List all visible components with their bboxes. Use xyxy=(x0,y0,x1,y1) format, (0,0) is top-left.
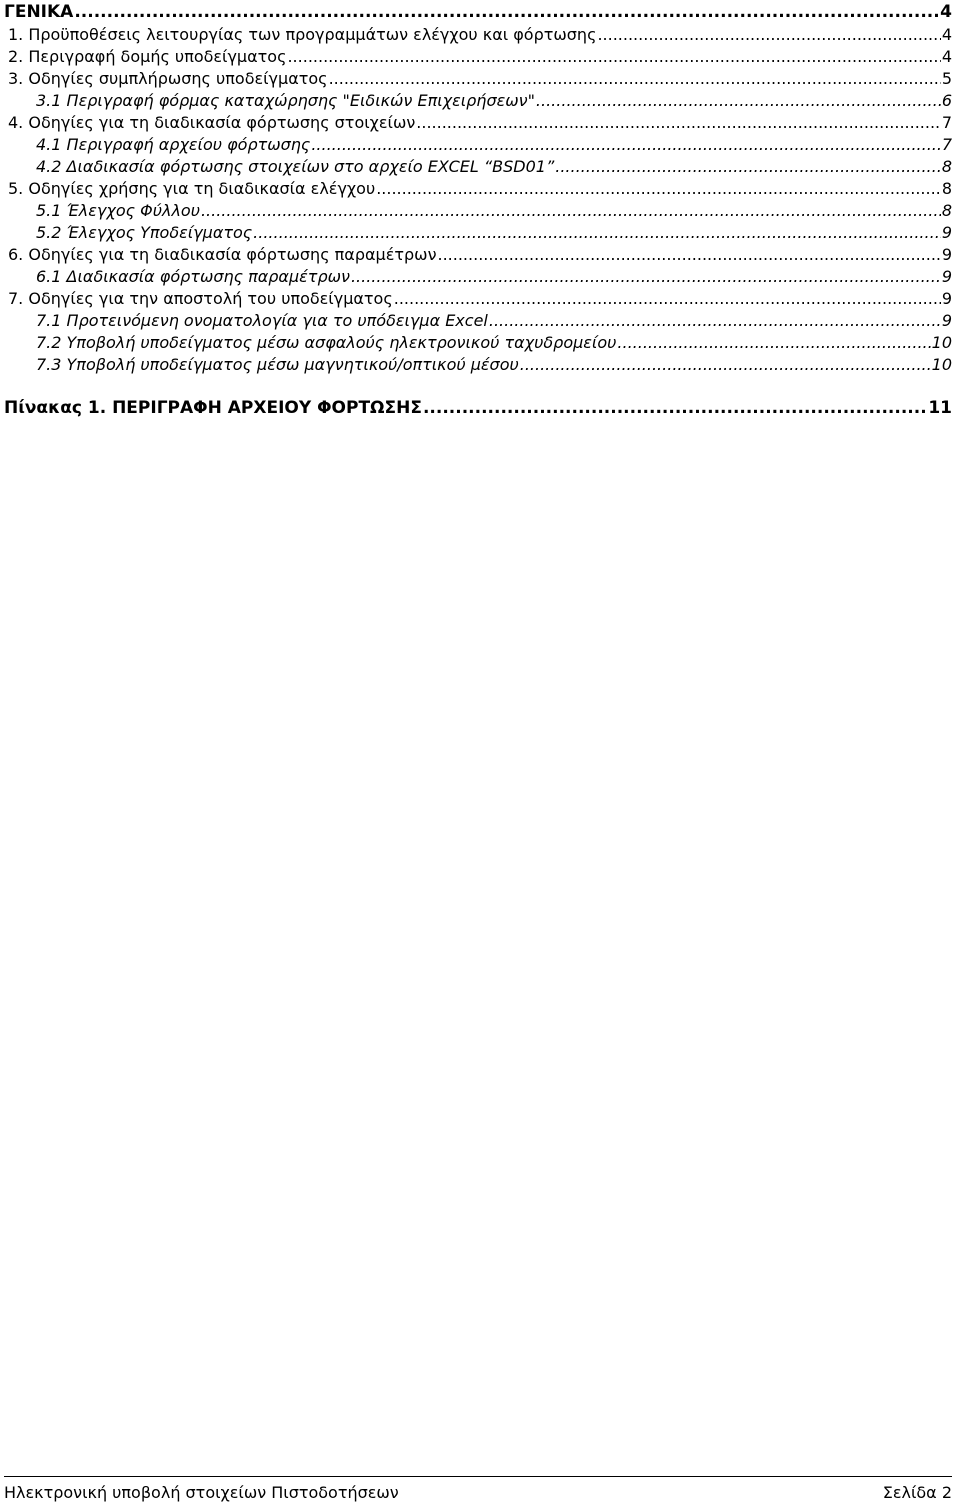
toc-entry[interactable] xyxy=(4,266,952,288)
toc-leader-dots xyxy=(416,112,941,134)
footer-title: Ηλεκτρονική υποβολή στοιχείων Πιστοδοτήσεων xyxy=(4,1483,399,1502)
toc-leader-dots xyxy=(351,266,941,288)
toc-entry-label: 7.2 Υποβολή υποδείγματος μέσω ασφαλούς ηλεκτρονικού ταχυδρομείου xyxy=(36,333,617,352)
toc-entry-label: 7. Οδηγίες για την αποστολή του υποδείγματος xyxy=(8,289,393,308)
toc-entry[interactable] xyxy=(4,134,952,156)
toc-leader-dots xyxy=(520,354,931,376)
toc-entry[interactable] xyxy=(4,396,952,420)
toc-entry-label: 4.1 Περιγραφή αρχείου φόρτωσης xyxy=(36,135,311,154)
toc-entry-page: 4 xyxy=(941,47,952,66)
toc-entry-page: 10 xyxy=(931,355,952,374)
toc-entry-label: 4. Οδηγίες για τη διαδικασία φόρτωσης στοιχείων xyxy=(8,113,416,132)
toc-entry[interactable] xyxy=(4,310,952,332)
toc-entry[interactable] xyxy=(4,24,952,46)
toc-entry-label: Πίνακας 1. ΠΕΡΙΓΡΑΦΗ ΑΡΧΕΙΟΥ ΦΟΡΤΩΣΗΣ xyxy=(4,398,422,418)
toc-entry-page: 4 xyxy=(941,25,952,44)
toc-entry[interactable] xyxy=(4,68,952,90)
toc-entry[interactable] xyxy=(4,200,952,222)
toc-entry-label: 1. Προϋποθέσεις λειτουργίας των προγραμμάτων ελέγχου και φόρτωσης xyxy=(8,25,597,44)
toc-entry-page: 6 xyxy=(941,91,952,110)
toc-entry-page: 9 xyxy=(941,223,952,242)
toc-entry[interactable] xyxy=(4,178,952,200)
toc-leader-dots xyxy=(555,156,941,178)
toc-entry[interactable] xyxy=(4,244,952,266)
toc-leader-dots xyxy=(311,134,941,156)
toc-entry-page: 5 xyxy=(941,69,952,88)
toc-entry-page: 10 xyxy=(931,333,952,352)
toc-leader-dots xyxy=(201,200,941,222)
toc-leader-dots xyxy=(438,244,941,266)
toc-entry-label: 5.1 Έλεγχος Φύλλου xyxy=(36,201,200,220)
toc-leader-dots xyxy=(536,90,941,112)
toc-entry-page: 8 xyxy=(941,157,952,176)
toc-entry[interactable] xyxy=(4,90,952,112)
toc-entry[interactable] xyxy=(4,46,952,68)
toc-entry-page: 9 xyxy=(941,311,952,330)
toc-entry-page: 9 xyxy=(941,245,952,264)
toc-entry-label: 6.1 Διαδικασία φόρτωσης παραμέτρων xyxy=(36,267,350,286)
page-number: Σελίδα 2 xyxy=(882,1483,952,1502)
toc-entry-label: 5. Οδηγίες χρήσης για τη διαδικασία ελέγχου xyxy=(8,179,376,198)
page-footer xyxy=(4,1476,952,1502)
toc-entry-page: 9 xyxy=(941,267,952,286)
toc-leader-dots xyxy=(329,68,941,90)
toc-entry[interactable] xyxy=(4,288,952,310)
toc-entry[interactable] xyxy=(4,112,952,134)
toc-entry-page: 8 xyxy=(941,201,952,220)
toc-entry[interactable] xyxy=(4,332,952,354)
toc-leader-dots xyxy=(253,222,941,244)
toc-entry-label: 6. Οδηγίες για τη διαδικασία φόρτωσης παραμέτρων xyxy=(8,245,437,264)
toc-leader-dots xyxy=(617,332,930,354)
toc-entry-page: 4 xyxy=(940,2,952,22)
toc-entry-label: 3.1 Περιγραφή φόρμας καταχώρησης "Ειδικών Επιχειρήσεων" xyxy=(36,91,535,110)
toc-entry-page: 7 xyxy=(941,135,952,154)
toc-entry-page: 11 xyxy=(928,398,952,418)
toc-entry-label: 3. Οδηγίες συμπλήρωσης υποδείγματος xyxy=(8,69,328,88)
toc-leader-dots xyxy=(423,396,927,420)
toc-entry-page: 9 xyxy=(941,289,952,308)
toc-leader-dots xyxy=(287,46,940,68)
toc-leader-dots xyxy=(74,0,939,24)
toc-entry-label: 7.3 Υποβολή υποδείγματος μέσω μαγνητικού/οπτικού μέσου xyxy=(36,355,519,374)
toc-entry[interactable] xyxy=(4,222,952,244)
toc-entry-page: 8 xyxy=(941,179,952,198)
toc-entry[interactable] xyxy=(4,0,952,24)
toc-entry-label: 7.1 Προτεινόμενη ονοματολογία για το υπόδειγμα Excel xyxy=(36,311,488,330)
toc-entry-page: 7 xyxy=(941,113,952,132)
table-of-contents xyxy=(4,0,952,420)
toc-entry-label: 5.2 Έλεγχος Υποδείγματος xyxy=(36,223,253,242)
toc-entry-label: 4.2 Διαδικασία φόρτωσης στοιχείων στο αρχείο EXCEL “BSD01” xyxy=(36,157,555,176)
toc-entry-label: ΓΕΝΙΚΑ xyxy=(4,2,74,22)
toc-leader-dots xyxy=(376,178,941,200)
toc-leader-dots xyxy=(394,288,941,310)
toc-leader-dots xyxy=(597,24,940,46)
toc-entry[interactable] xyxy=(4,354,952,376)
toc-entry-label: 2. Περιγραφή δομής υποδείγματος xyxy=(8,47,287,66)
toc-entry[interactable] xyxy=(4,156,952,178)
toc-leader-dots xyxy=(489,310,941,332)
